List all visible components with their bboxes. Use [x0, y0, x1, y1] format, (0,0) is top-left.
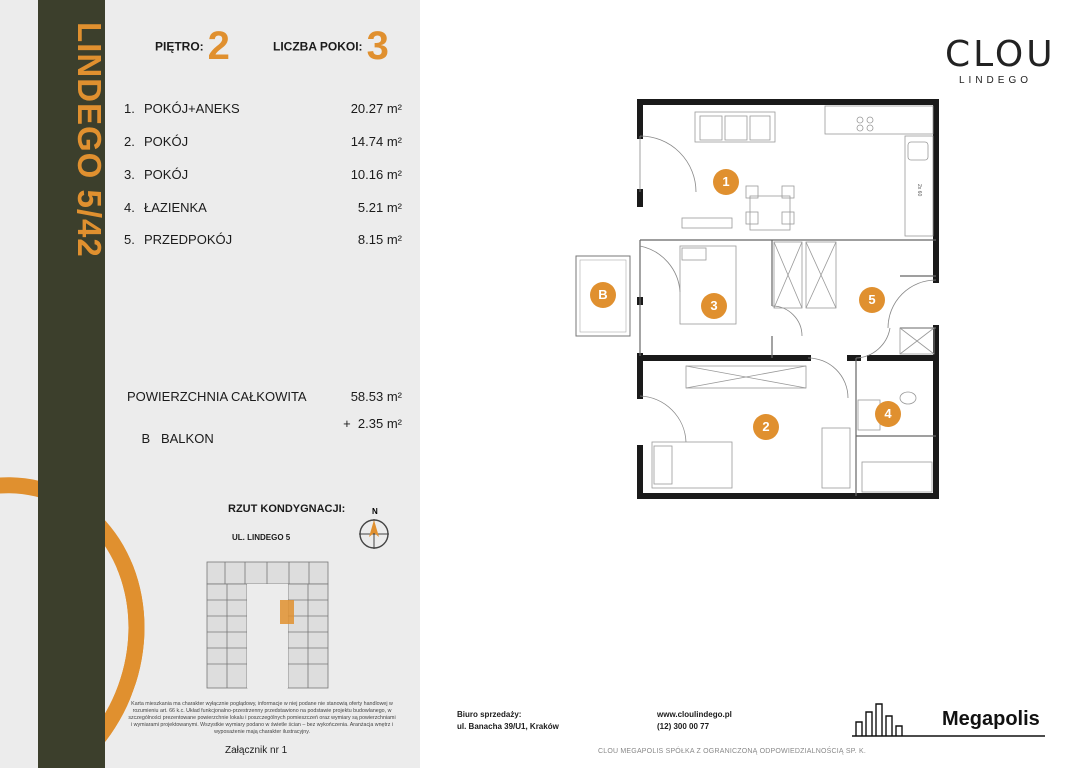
appliance-label: 2x 60 — [916, 184, 922, 197]
room-number: 1. — [124, 101, 135, 116]
room-4-badge: 4 — [875, 401, 901, 427]
rooms-indicator — [273, 24, 389, 69]
compass-icon — [355, 505, 395, 551]
room-name: POKÓJ — [144, 167, 189, 182]
developer-name: Megapolis — [942, 708, 1040, 730]
balcony-badge: B — [590, 282, 616, 308]
highlighted-unit — [280, 600, 294, 624]
room-2-badge: 2 — [753, 414, 779, 440]
room-5-badge: 5 — [859, 287, 885, 313]
total-area-row — [127, 389, 402, 404]
annex-label: Załącznik nr 1 — [225, 745, 288, 756]
total-area-label: POWIERZCHNIA CAŁKOWITA — [127, 389, 307, 404]
room-area: 5.21 m² — [357, 200, 402, 215]
room-number: 2. — [124, 134, 135, 149]
room-number: 3. — [124, 167, 135, 182]
website-link[interactable]: www.cloulindego.pl — [657, 710, 732, 719]
underline-decoration — [942, 734, 1045, 738]
room-number: 4. — [124, 200, 135, 215]
room-3-badge: 3 — [701, 293, 727, 319]
room-area: 10.16 m² — [350, 167, 402, 182]
sales-office — [457, 709, 559, 733]
room-area: 14.74 m² — [350, 134, 402, 149]
skyline-icon — [852, 700, 942, 740]
room-row — [124, 101, 402, 119]
sales-office-address: ul. Banacha 39/U1, Kraków — [457, 722, 559, 731]
room-row — [124, 167, 402, 185]
logo-sub: LINDEGO — [959, 75, 1033, 86]
floor-indicator — [155, 24, 230, 69]
apartment-title — [30, 22, 110, 262]
logo-brand: CLOU — [945, 34, 1056, 75]
sales-office-label: Biuro sprzedaży: — [457, 710, 522, 719]
room-row — [124, 232, 402, 250]
room-1-badge: 1 — [713, 169, 739, 195]
rooms-label: LICZBA POKOI: — [273, 39, 363, 54]
contact-info — [657, 709, 732, 733]
room-row — [124, 200, 402, 218]
balcony-row — [127, 416, 402, 476]
phone-number: (12) 300 00 77 — [657, 722, 710, 731]
room-name: ŁAZIENKA — [144, 200, 207, 215]
balcony-label: B BALKON — [141, 431, 214, 446]
room-area: 20.27 m² — [350, 101, 402, 116]
rooms-value: 3 — [366, 24, 389, 68]
balcony-value: + 2.35 m² — [343, 416, 402, 431]
floor-value: 2 — [207, 24, 230, 68]
room-name: PRZEDPOKÓJ — [144, 232, 233, 247]
company-name: CLOU MEGAPOLIS SPÓŁKA Z OGRANICZONĄ ODPOWIEDZIALNOŚCIĄ SP. K. — [598, 748, 867, 755]
key-plan-title: RZUT KONDYGNACJI: — [228, 503, 346, 515]
floor-plan — [570, 96, 950, 506]
key-plan-street: UL. LINDEGO 5 — [232, 533, 291, 542]
room-name: POKÓJ — [144, 134, 189, 149]
room-name: POKÓJ+ANEKS — [144, 101, 240, 116]
clou-logo — [945, 34, 1055, 86]
info-panel — [0, 0, 420, 768]
building-key-plan — [205, 560, 330, 690]
room-area: 8.15 m² — [357, 232, 402, 247]
disclaimer-text: Karta mieszkania ma charakter wyłącznie poglądowy, informacje w niej podane nie stanowią oferty handlowej w rozumieniu art. 66 k.c. Układ funkcjonalno-przestrzenny przedstawiono na podstawie projektu budowlanego, w szczególności prezentowane powierzchnie lokalu i poszczególnych pomieszczeń oraz wymiary są powierzchniami i wymiarami projektowanymi. Wszystkie wymiary podano w świetle ścian – bez wykończenia. Aranżacja wnętrz i wyposażenie mają charakter ilustracyjny. — [128, 701, 396, 735]
room-number: 5. — [124, 232, 135, 247]
apartment-code: LINDEGO 5/42 — [71, 22, 108, 258]
compass-label: N — [372, 507, 378, 516]
total-area-value: 58.53 m² — [350, 389, 402, 404]
floor-label: PIĘTRO: — [155, 39, 204, 54]
room-row — [124, 134, 402, 152]
megapolis-logo — [852, 700, 1047, 740]
